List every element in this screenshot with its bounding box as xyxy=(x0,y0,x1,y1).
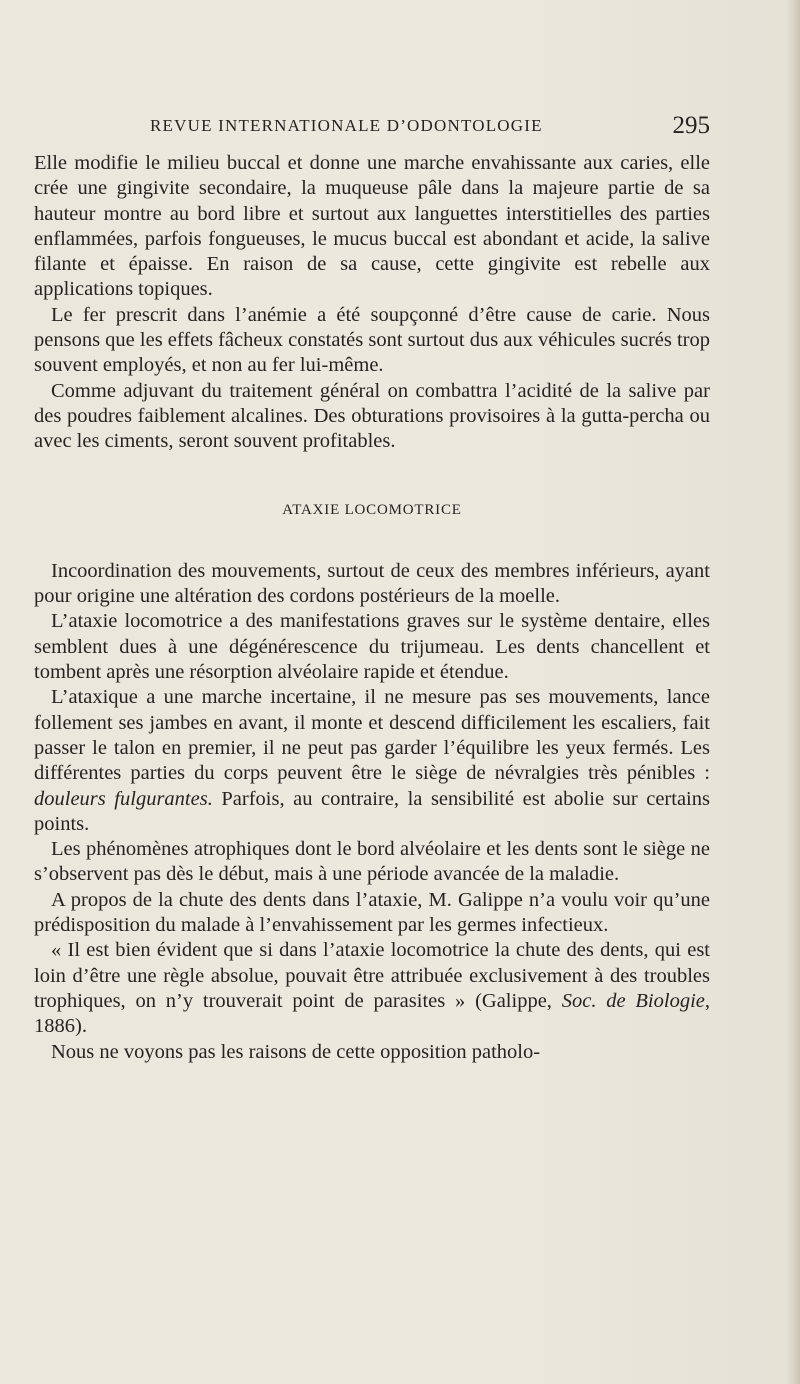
page-edge xyxy=(786,0,800,1384)
text-run: Parfois, au contraire, la sensibilité est abolie sur certains points. xyxy=(34,787,710,835)
paragraph: Incoordination des mouvements, surtout de ceux des membres inférieurs, ayant pour origine une altération des cordons postérieurs de la moelle. xyxy=(34,559,710,608)
body-text xyxy=(34,151,710,1065)
section-heading: ATAXIE LOCOMOTRICE xyxy=(282,501,462,518)
italic-term: douleurs fulgurantes. xyxy=(34,787,213,810)
italic-citation: Soc. de Biologie xyxy=(561,989,705,1012)
running-title: REVUE INTERNATIONALE D’ODONTOLOGIE xyxy=(150,116,543,135)
page-number: 295 xyxy=(672,112,710,139)
paragraph: A propos de la chute des dents dans l’ataxie, M. Galippe n’a voulu voir qu’une prédisposition du malade à l’envahissement par les germes infectieux. xyxy=(34,888,710,937)
paragraph xyxy=(34,685,710,837)
paragraph: Nous ne voyons pas les raisons de cette opposition patholo- xyxy=(51,1040,541,1063)
text-run: « Il est bien évident que si dans l’ataxie locomotrice la chute des dents, qui est loin d’être une règle absolue, pouvait être attribuée exclusivement à des troubles trophiques, on n’y trouverait point de parasites » (Galippe, xyxy=(34,939,710,1012)
running-header xyxy=(150,112,710,146)
paragraph: Elle modifie le milieu buccal et donne une marche envahissante aux caries, elle crée une gingivite secondaire, la muqueuse pâle dans la majeure partie de sa hauteur montre au bord libre et surtout aux languettes interstitielles des parties enflammées, parfois fongueuses, le mucus buccal est abondant et acide, la salive filante et épaisse. En raison de sa cause, cette gingivite est rebelle aux applications topiques. xyxy=(34,152,710,301)
text-run: , 1886). xyxy=(34,989,710,1038)
paragraph: L’ataxie locomotrice a des manifestations graves sur le système dentaire, elles semblent dues à une dégénérescence du trijumeau. Les dents chancellent et tombent après une résorption alvéolaire rapide et étendue. xyxy=(34,610,710,684)
text-run: L’ataxique a une marche incertaine, il ne mesure pas ses mouvements, lance follement ses jambes en avant, il monte et descend difficilement les escaliers, fait passer le talon en premier, il ne peut pas garder l’équilibre les yeux fermés. Les différentes parties du corps peuvent être le siège de névralgies très pénibles : xyxy=(34,686,710,785)
paragraph: Les phénomènes atrophiques dont le bord alvéolaire et les dents sont le siège ne s’observent pas dès le début, mais à une période avancée de la maladie. xyxy=(34,838,710,886)
paragraph: Comme adjuvant du traitement général on combattra l’acidité de la salive par des poudres faiblement alcalines. Des obturations provisoires à la gutta-percha ou avec les ciments, seront souvent profitables. xyxy=(34,379,710,453)
paragraph xyxy=(34,938,710,1039)
paragraph: Le fer prescrit dans l’anémie a été soupçonné d’être cause de carie. Nous pensons que les effets fâcheux constatés sont surtout dus aux véhicules sucrés trop souvent employés, et non au fer lui-même. xyxy=(34,303,710,377)
